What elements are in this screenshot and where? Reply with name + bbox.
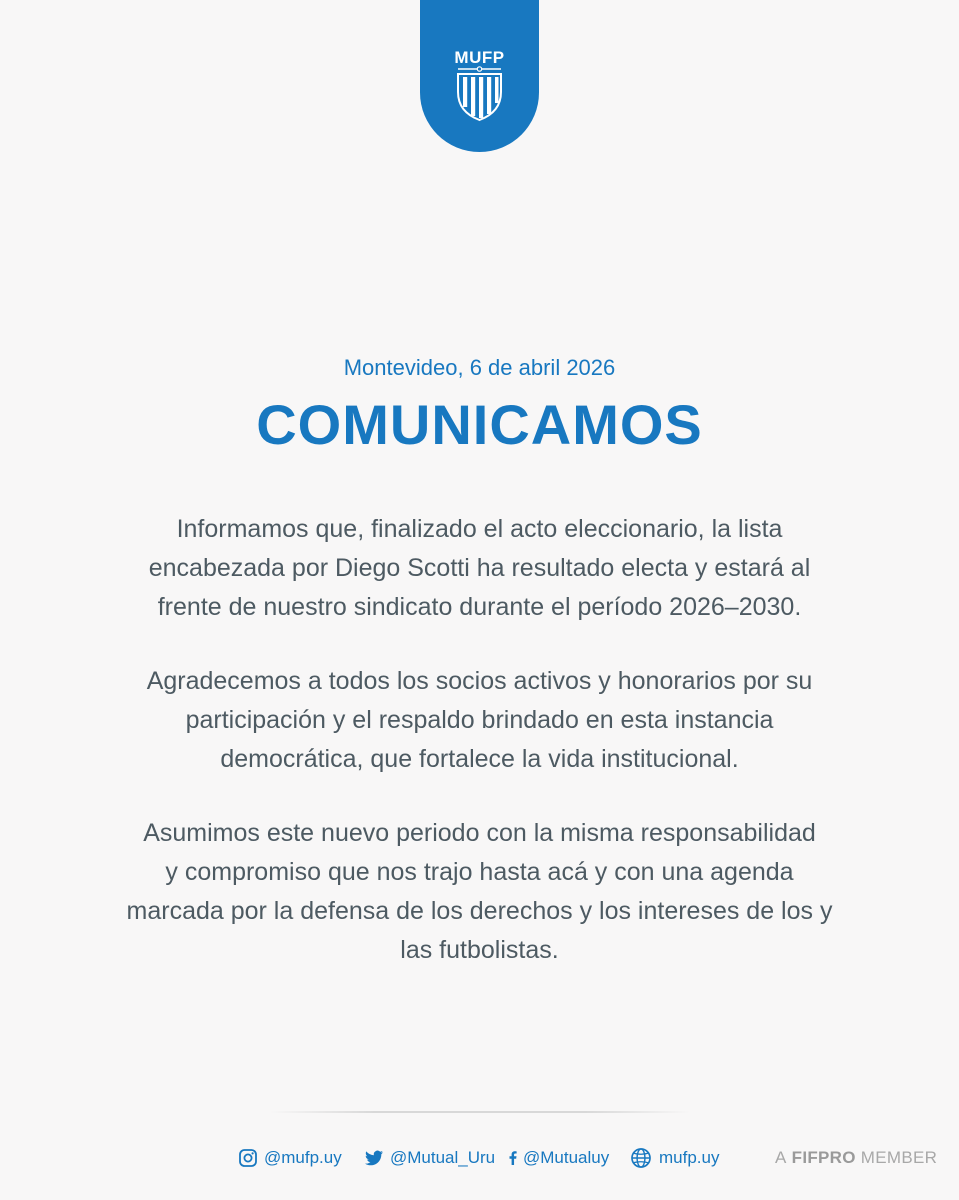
social-website[interactable] (630, 1144, 719, 1172)
paragraph-line: democrática, que fortalece la vida institucional. (220, 745, 739, 773)
paragraph-line: encabezada por Diego Scotti ha resultado electa y estará al (148, 554, 811, 582)
fifpro-suffix: MEMBER (860, 1148, 938, 1167)
social-facebook[interactable] (506, 1144, 609, 1172)
fifpro-prefix: A (775, 1148, 787, 1167)
paragraph-3 (60, 814, 899, 970)
dateline: Montevideo, 6 de abril 2026 (343, 355, 616, 380)
twitter-handle[interactable]: @Mutual_Uru (390, 1148, 496, 1167)
instagram-icon (238, 1148, 258, 1168)
social-instagram[interactable] (238, 1144, 342, 1172)
paragraph-line: Agradecemos a todos los socios activos y honorarios por su (146, 667, 813, 695)
fifpro-member-badge (775, 1144, 937, 1172)
instagram-handle[interactable]: @mufp.uy (264, 1148, 342, 1167)
fifpro-brand: FIFPRO (791, 1148, 856, 1167)
footer-divider (270, 1111, 690, 1113)
website-link[interactable]: mufp.uy (659, 1148, 720, 1167)
paragraph-2 (60, 662, 899, 779)
logo-text: MUFP (454, 48, 505, 67)
paragraph-line: Asumimos este nuevo periodo con la misma responsabilidad (143, 819, 816, 847)
statement-body (60, 510, 899, 1005)
mufp-logo (420, 0, 539, 152)
twitter-icon (364, 1148, 384, 1168)
paragraph-line: las futbolistas. (400, 936, 559, 964)
facebook-handle[interactable]: @Mutualuy (523, 1148, 610, 1167)
page-title: COMUNICAMOS (256, 393, 703, 456)
paragraph-line: Informamos que, finalizado el acto eleccionario, la lista (176, 515, 783, 543)
paragraph-line: participación y el respaldo brindado en esta instancia (185, 706, 774, 734)
paragraph-line: frente de nuestro sindicato durante el período 2026–2030. (157, 593, 802, 621)
paragraph-1 (60, 510, 899, 627)
globe-icon (630, 1147, 652, 1169)
facebook-icon (506, 1148, 520, 1168)
social-twitter[interactable] (364, 1144, 495, 1172)
paragraph-line: y compromiso que nos trajo hasta acá y con una agenda (165, 858, 794, 886)
shield-logo-icon (456, 66, 503, 122)
paragraph-line: marcada por la defensa de los derechos y los intereses de los y (126, 897, 833, 925)
